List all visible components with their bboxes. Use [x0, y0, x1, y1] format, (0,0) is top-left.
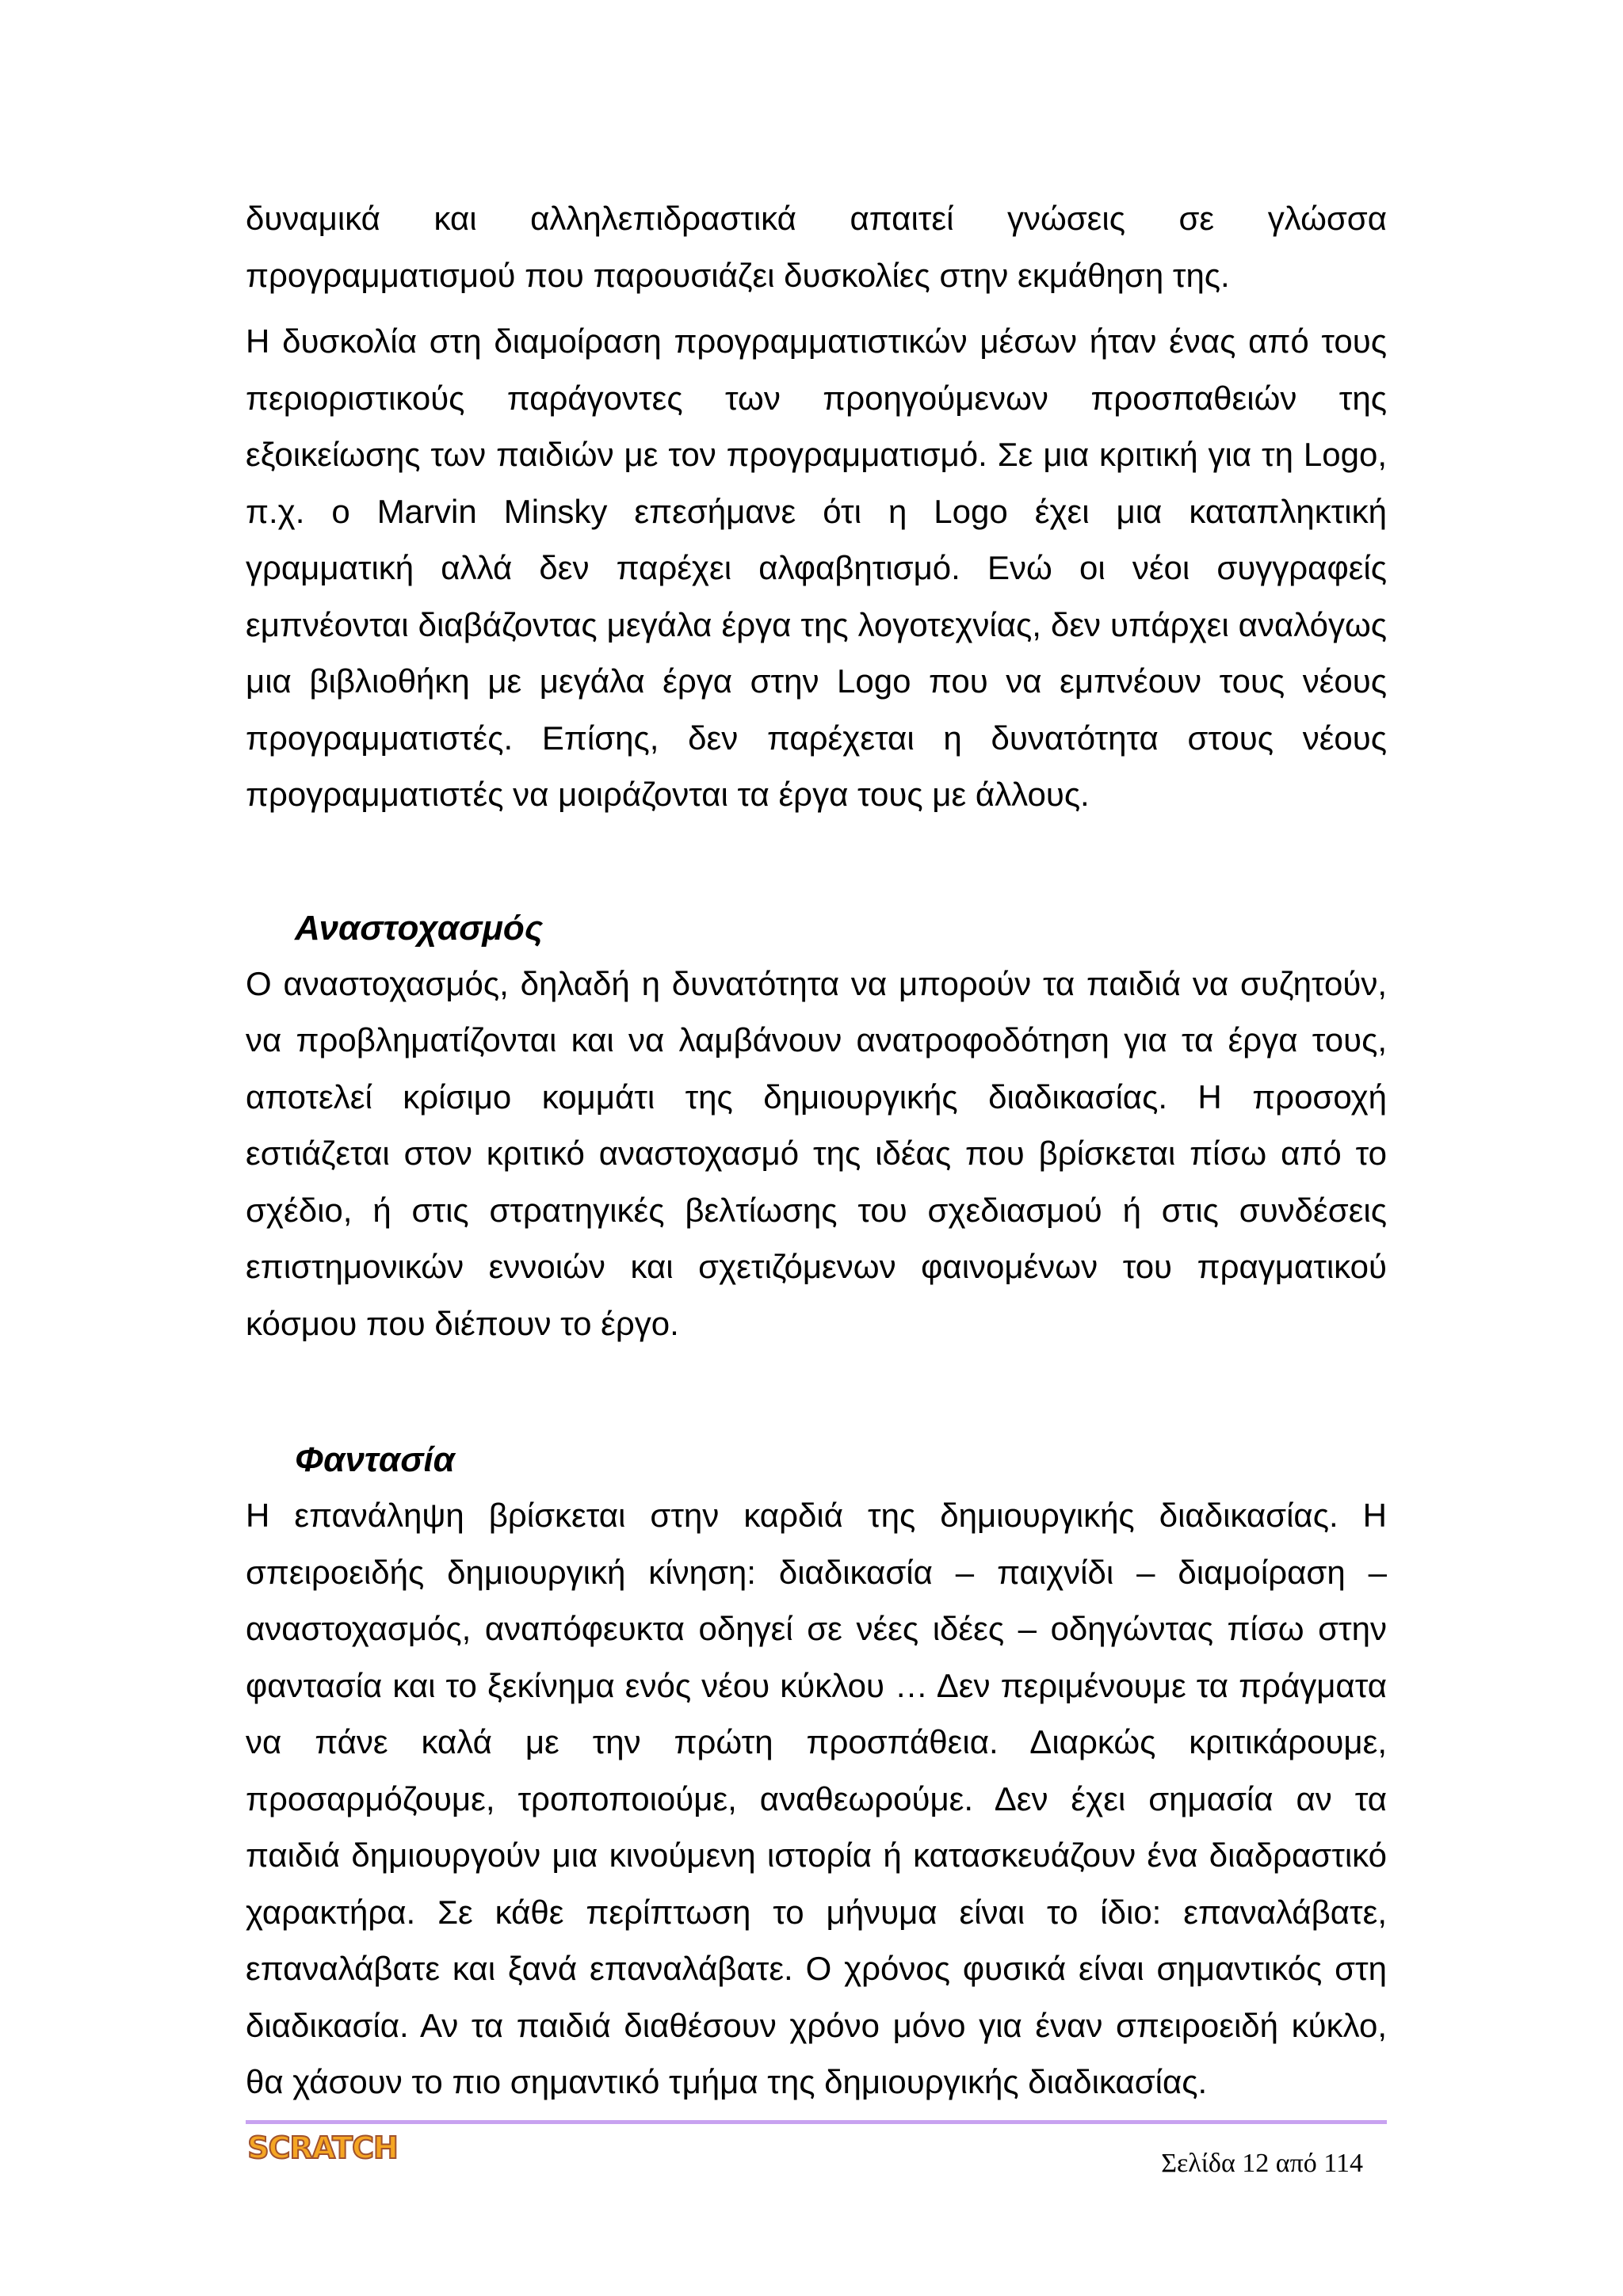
footer-divider [246, 2120, 1387, 2124]
section-heading-reflection: Αναστοχασμός [295, 908, 544, 948]
scratch-logo [247, 2126, 398, 2168]
section-heading-imagination: Φαντασία [295, 1440, 455, 1479]
paragraph-sharing-difficulty: Η δυσκολία στη διαμοίραση προγραμματιστικών μέσων ήταν ένας από τους περιοριστικούς παράγοντες των προηγούμενων προσπαθειών της εξοικείωσης των παιδιών με τον προγραμματισμό. Σε μια κριτική για τη Logo, π.χ. ο Marvin Minsky επεσήμανε ότι η Logo έχει μια καταπληκτική γραμματική αλλά δεν παρέχει αλφαβητισμό. Ενώ οι νέοι συγγραφείς εμπνέονται διαβάζοντας μεγάλα έργα της λογοτεχνίας, δεν υπάρχει αναλόγως μια βιβλιοθήκη με μεγάλα έργα στην Logo που να εμπνέουν τους νέους προγραμματιστές. Επίσης, δεν παρέχεται η δυνατότητα στους νέους προγραμματιστές να μοιράζονται τα έργα τους με άλλους. [246, 322, 1387, 813]
paragraph-intro-continuation: δυναμικά και αλληλεπιδραστικά απαιτεί γνώσεις σε γλώσσα προγραμματισμού που παρουσιάζει δυσκολίες στην εκμάθηση της. [246, 200, 1387, 294]
paragraph-reflection: Ο αναστοχασμός, δηλαδή η δυνατότητα να μπορούν τα παιδιά να συζητούν, να προβληματίζονται και να λαμβάνουν ανατροφοδότηση για τα έργα τους, αποτελεί κρίσιμο κομμάτι της δημιουργικής διαδικασίας. Η προσοχή εστιάζεται στον κριτικό αναστοχασμό της ιδέας που βρίσκεται πίσω από το σχέδιο, ή στις στρατηγικές βελτίωσης του σχεδιασμού ή στις συνδέσεις επιστημονικών εννοιών και σχετιζόμενων φαινομένων του πραγματικού κόσμου που διέπουν το έργο. [246, 964, 1387, 1342]
svg-text:SCRATCH: SCRATCH [247, 2130, 398, 2165]
paragraph-imagination: Η επανάληψη βρίσκεται στην καρδιά της δημιουργικής διαδικασίας. Η σπειροειδής δημιουργική κίνηση: διαδικασία – παιχνίδι – διαμοίραση – αναστοχασμός, αναπόφευκτα οδηγεί σε νέες ιδέες – οδηγώντας πίσω στην φαντασία και το ξεκίνημα ενός νέου κύκλου … Δεν περιμένουμε τα πράγματα να πάνε καλά με την πρώτη προσπάθεια. Διαρκώς κριτικάρουμε, προσαρμόζουμε, τροποποιούμε, αναθεωρούμε. Δεν έχει σημασία αν τα παιδιά δημιουργούν μια κινούμενη ιστορία ή κατασκευάζουν ένα διαδραστικό χαρακτήρα. Σε κάθε περίπτωση το μήνυμα είναι το ίδιο: επαναλάβατε, επαναλάβατε και ξανά επαναλάβατε. Ο χρόνος φυσικά είναι σημαντικός στη διαδικασία. Αν τα παιδιά διαθέσουν χρόνο μόνο για έναν σπειροειδή κύκλο, θα χάσουν το πιο σημαντικό τμήμα της δημιουργικής διαδικασίας. [246, 1497, 1387, 2100]
page-number: Σελίδα 12 από 114 [1161, 2149, 1363, 2178]
page-content [246, 190, 1387, 2111]
